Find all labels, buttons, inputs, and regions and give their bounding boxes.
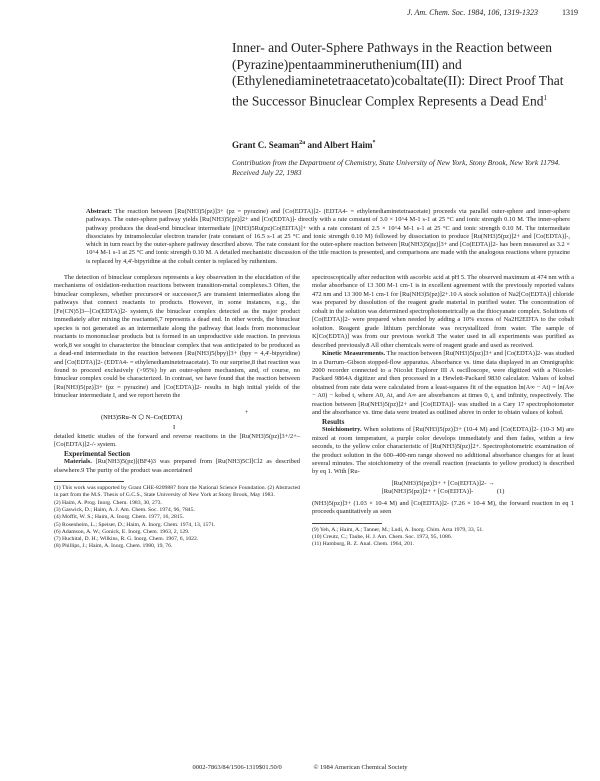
equation-line-2: [312, 488, 574, 496]
page-number: 1319: [562, 8, 578, 17]
left-column: [54, 274, 300, 551]
pyrazine-bridge-structure: [97, 404, 257, 430]
equation-number: (1): [496, 488, 505, 496]
section-title-results: Results: [322, 417, 345, 426]
materials-label: Materials.: [64, 458, 92, 466]
footnote: (9) Yeh, A.; Haim, A.; Tanner, M.; Ludi, A. Inorg. Chim. Acta 1979, 33, 51.: [312, 526, 484, 533]
running-header: [0, 8, 600, 22]
footnote-rule: [54, 481, 124, 482]
footnote-rule: [312, 523, 382, 524]
title-footnote-mark: 1: [543, 93, 548, 102]
author-1: Grant C. Seaman: [232, 140, 300, 150]
page-footer: [0, 764, 600, 771]
materials-paragraph: [54, 458, 300, 475]
right-column: [312, 274, 574, 549]
abstract-label: Abstract:: [86, 208, 112, 215]
article-title: [232, 40, 572, 110]
equation-line-1: [Ru(NH3)5(pz)]3+ + [Co(EDTA)]2- →: [391, 479, 495, 487]
structure-label: (NH3)5Ru–N ⬡ N–Co(EDTA): [101, 413, 183, 421]
footnote: (8) Phillips, J.; Haim, A. Inorg. Chem. 1980, 19, 76.: [54, 543, 173, 550]
equation-1: [312, 480, 574, 497]
footnote: (11) Hamburg, R. Z. Anal. Chem. 1964, 201.: [312, 541, 415, 548]
abstract: [86, 208, 570, 266]
author-2-mark: *: [372, 140, 376, 146]
author-2: and Albert Haim: [307, 140, 373, 150]
stoichiometry-paragraph-cont: (NH3)5(pz)]3+ (1.03 × 10-4 M) and [Co(EDTA)]2- (7.26 × 10-4 M), the forward reaction in eq 1 proceeds quantitatively as seen: [312, 499, 574, 516]
structure-figure: [54, 404, 300, 430]
stoichiometry-label: Stoichiometry.: [322, 426, 362, 434]
stoichiometry-text: When solutions of [Ru(NH3)5(pz)]3+ (10-4 M) and [Co(EDTA)]2- (10-3 M) are mixed at room temperature, a purple color develops immediately and then fades, within a few seconds, to the yellow color characteristic of [Ru(NH3)5(pz)]2+. Spectrophotometric examination of the product solution in the 600–400-nm range showed no additional absorbance changes for at least several minutes. The stoichiometry of the overall reaction (reactants to yellow product) is described by eq 1. With [Ru-: [312, 426, 574, 476]
journal-citation: J. Am. Chem. Soc. 1984, 106, 1319-1323: [407, 8, 538, 17]
materials-text: [Ru(NH3)5(pz)](BF4)3 was prepared from [Ru(NH3)5Cl]Cl2 as described elsewhere.9 The purity of the product was ascertained: [54, 458, 300, 474]
section-title-experimental: Experimental Section: [64, 449, 131, 458]
footnote: (4) Moffit, W. S.; Haim, A. Inorg. Chem. 1977, 16, 2815.: [54, 514, 184, 521]
materials-paragraph-cont: spectroscopically after reduction with ascorbic acid at pH 5. The observed maximum at 474 nm with a molar absorbance of 13 300 M-1 cm-1 is in excellent agreement with the previously reported values 472 nm and 13 300 M-1 cm-1 for [Ru(NH3)5(pz)]2+.10 A stock solution of Na2[Co(EDTA)] chloride was prepared by dissolution of the reagent grade material in purified water. The concentration of cobalt in the solution was determined spectrophotometrically as the thiocyanate complex. Solutions of [Co(EDTA)]2- were prepared when needed by adding a 10% excess of Na2H2EDTA to the cobalt solution. Reagent grade lithium perchlorate was recrystallized from water. The sample of K[Co(EDTA)] was from our previous work.8 The water used in all experiments was purified as described previously.8 All other chemicals were of reagent grade and used as received.: [312, 274, 574, 349]
doi-code: 0002-7863/84/1506-1319$01.50/0: [192, 764, 282, 771]
footnote: (3) Gaswick, D.; Haim, A. J. Am. Chem. Soc. 1974, 96, 7845.: [54, 506, 195, 513]
structure-charge: +: [245, 409, 249, 416]
author-1-mark: 2a: [299, 140, 306, 146]
structure-name: I: [173, 423, 176, 430]
equation-products: [Ru(NH3)5(pz)]2+ + [Co(EDTA)]-: [381, 488, 474, 496]
stoichiometry-paragraph: [312, 426, 574, 477]
kinetics-text: The reaction between [Ru(NH3)5(pz)]3+ and [Co(EDTA)]2- was studied in a Durrum–Gibson stopped-flow apparatus. Absorbance vs. time data displayed in an Omnigraphic 2000 recorder connected to a Nicolet Explorer III A oscilloscope, were digitized with a Nicolet-Packard 9864A digitizer and then processed in a Hewlett-Packard 9830 calculator. Values of kobsd obtained from rate data were calculated from a least-squares fit of the equation ln(A∞ − At) = ln(A∞ − A0) − kobsd t, where A0, At, and A∞ are absorbances at times 0, t, and infinity, respectively. The reaction between [Ru(NH3)5(pz)]2+ and [Co(EDTA)]- was studied in a Cary 17 spectrophotometer and the absorbance vs. time data were treated as outlined above in order to obtain values of kobsd.: [312, 350, 574, 417]
authors: [232, 140, 376, 150]
footnote: (1) This work was supported by Grant CHE-8209887 from the National Science Foundation. (2) Abstracted in part from the M.S. Thesis of G.C.S., State University of New York at Stony Brook, May 1983.: [54, 485, 300, 499]
abstract-text: The reaction between [Ru(NH3)5(pz)]3+ (pz = pyrazine) and [Co(EDTA)]2- (EDTA4- = ethylenediaminetetraacetate) proceeds via parallel outer-sphere and inner-sphere pathways. The outer-sphere pathway yields [Ru(NH3)5(pz)]2+ and [Co(EDTA)]- directly with a rate constant of 3.0 × 10^4 M-1 s-1 at 25 °C and ionic strength 0.10 M. The inner-sphere pathway produces the dead-end binuclear intermediate [(NH3)5Ru(pz)Co(EDTA)]+ with a rate constant of 2.5 × 10^4 M-1 s-1 at 25 °C and ionic strength 0.10 M. The intermediate dissociates by intramolecular electron transfer (rate constant of 16.5 s-1 at 25 °C and ionic strength 0.10 M) followed by dissociation to produce [Ru(NH3)5(pz)]2+ and [Co(EDTA)]-, which in turn react by the outer-sphere pathway described above. The rate constant for the outer-sphere reaction between [Ru(NH3)5(pz)]3+ and [Co(EDTA)]2- has been measured as 3.2 × 10^4 M-1 s-1 at 25 °C and ionic strength 0.10 M. A detailed mechanistic discussion of the title reaction is presented, and comparisons are made with the analogous reactions where pyrazine is replaced by 4,4'-bipyridine at the cobalt center is replaced by ruthenium.: [86, 208, 570, 265]
footnote: (6) Adamson, A. W.; Gonick, E. Inorg. Chem. 1963, 2, 129.: [54, 528, 190, 535]
title-text: Inner- and Outer-Sphere Pathways in the Reaction between (Pyrazine)pentaammineruthenium(III) and (Ethylenediaminetetraacetato)cobaltate(II): Direct Proof That the Successor Binuclear Complex Represents a Dead End: [232, 40, 564, 108]
footnote: (10) Creutz, C.; Taube, H. J. Am. Chem. Soc. 1973, 95, 1086.: [312, 533, 453, 540]
copyright: © 1984 American Chemical Society: [313, 764, 408, 771]
footnote: (5) Rosenheim, L.; Speiser, D.; Haim, A. Inorg. Chem. 1974, 13, 1571.: [54, 521, 216, 528]
intro-paragraph: The detection of binuclear complexes represents a key observation in the elucidation of the mechanisms of oxidation-reduction reactions between transition-metal complexes.3 Often, the binuclear complexes, whether precursor4 or successor,5 are transient intermediates along the pathways that connect reactants to products. However, in some instances, e.g., the [Fe(CN)5]3-–[Co(EDTA)]2- system,6 the binuclear complex detected as the major product immediately after mixing the reactants6,7 represents a dead end. In other words, the binuclear species is not generated as an intermediate along the pathway that leads from mononuclear reactants to mononuclear products but is formed in an unproductive side reaction. In previous work,8 we sought to characterize the binuclear complex that was anticipated to be produced as a dead-end intermediate in the reaction between [Ru(NH3)5(bpy)]3+ (bpy = 4,4'-bipyridine) and [Co(EDTA)]2- (EDTA4- = ethylenediaminetetraacetate). To our surprise,8 that reaction was found to proceed exclusively (>95%) by an outer-sphere mechanism, and, of course, no binuclear complex could be characterized. In contrast, we have found that the reaction between [Ru(NH3)5(pz)]3+ (pz = pyrazine) and [Co(EDTA)]2- results in high initial yields of the binuclear intermediate I, and we report herein the: [54, 274, 300, 400]
footnote: (7) Huchital, D. H.; Wilkins, R. G. Inorg. Chem. 1967, 6, 1022.: [54, 536, 199, 543]
footnote: (2) Haim, A. Prog. Inorg. Chem. 1983, 30, 273.: [54, 499, 162, 506]
affiliation: Contribution from the Department of Chemistry, State University of New York, Stony Brook, New York 11794. Received July 22, 1983: [232, 158, 561, 177]
intro-paragraph-cont: detailed kinetic studies of the forward and reverse reactions in the [Ru(NH3)5(pz)]3+/2+–[Co(EDTA)]2-/- system.: [54, 432, 300, 449]
kinetics-paragraph: [312, 350, 574, 418]
kinetics-label: Kinetic Measurements.: [322, 350, 386, 358]
